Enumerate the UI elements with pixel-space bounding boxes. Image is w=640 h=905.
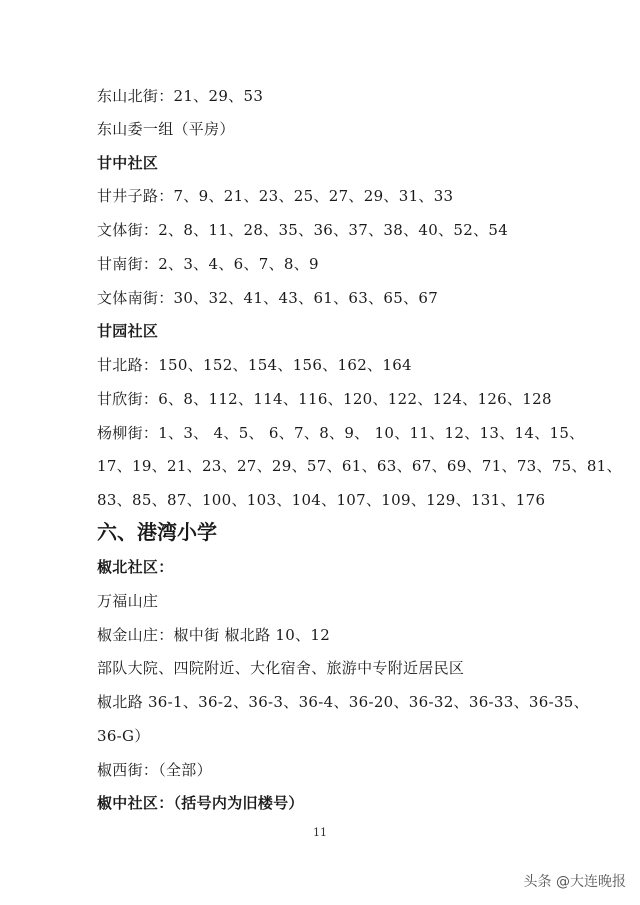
text-line: 万福山庄 (97, 592, 159, 610)
text-line: 椒北路 36-1、36-2、36-3、36-4、36-20、36-32、36-33、36-35、 (97, 693, 589, 711)
text-line: 甘井子路：7、9、21、23、25、27、29、31、33 (97, 187, 454, 205)
watermark: 头条 @大连晚报 (523, 874, 626, 890)
text-line: 文体街：2、8、11、28、35、36、37、38、40、52、54 (97, 221, 509, 239)
text-line: 东山委一组（平房） (97, 120, 235, 138)
text-line: 部队大院、四院附近、大化宿舍、旅游中专附近居民区 (97, 659, 465, 677)
community-heading: 甘园社区 (97, 322, 159, 340)
community-heading: 甘中社区 (97, 154, 159, 172)
text-line: 甘南街：2、3、4、6、7、8、9 (97, 255, 319, 273)
page-number: 11 (313, 826, 327, 839)
text-line: 杨柳街：1、3、 4、5、 6、7、8、9、 10、11、12、13、14、15、 (97, 424, 585, 442)
text-line: 椒金山庄：椒中街 椒北路 10、12 (97, 626, 331, 644)
text-line: 甘欣街：6、8、112、114、116、120、122、124、126、128 (97, 390, 552, 408)
text-line: 36-G） (97, 727, 150, 745)
text-line: 83、85、87、100、103、104、107、109、129、131、176 (97, 491, 546, 509)
community-heading: 椒中社区：（括号内为旧楼号） (97, 794, 304, 812)
text-line: 椒西街：（全部） (97, 761, 212, 779)
text-line: 文体南街：30、32、41、43、61、63、65、67 (97, 289, 439, 307)
text-line: 甘北路：150、152、154、156、162、164 (97, 356, 412, 374)
community-heading: 椒北社区： (97, 558, 174, 576)
text-line: 17、19、21、23、27、29、57、61、63、67、69、71、73、75、81、 (97, 457, 622, 475)
section-heading: 六、港湾小学 (97, 520, 217, 544)
text-line: 东山北街：21、29、53 (97, 87, 264, 105)
